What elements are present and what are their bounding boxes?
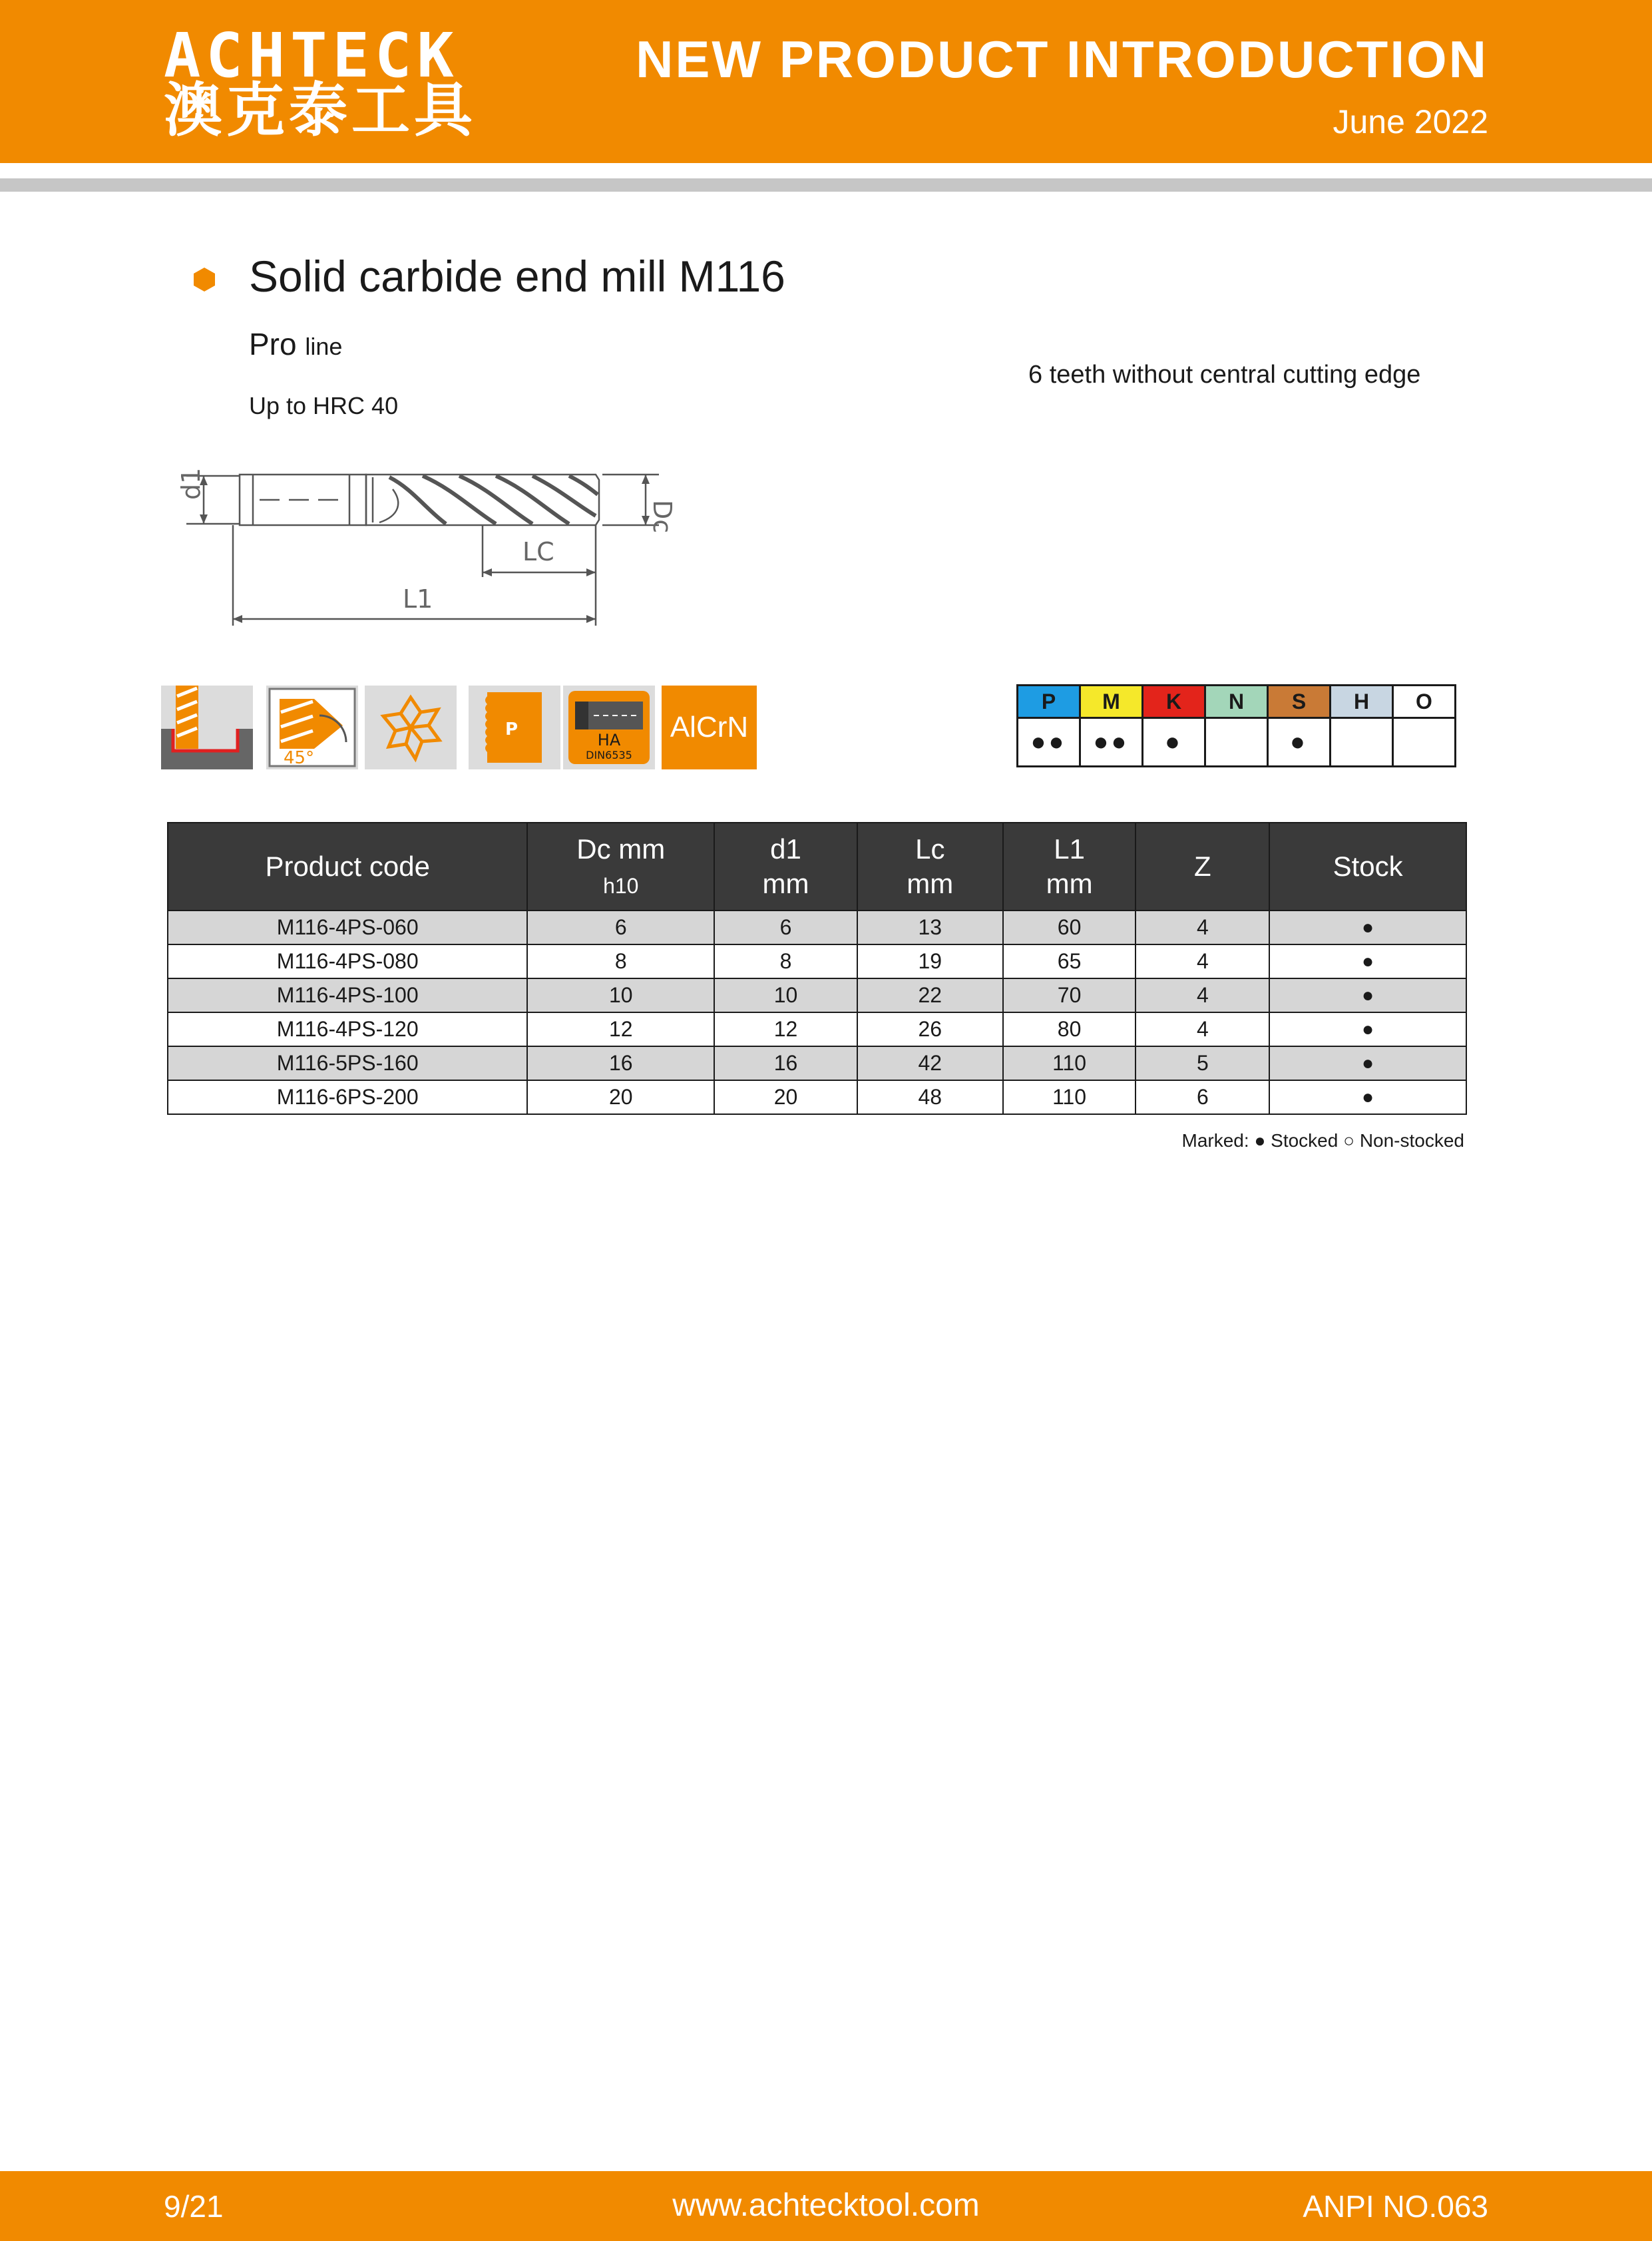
- cell-stock: ●: [1269, 1046, 1466, 1080]
- cell-dc: 20: [527, 1080, 714, 1114]
- cell-dc: 12: [527, 1012, 714, 1046]
- rating-n: [1205, 718, 1268, 767]
- material-header-row: [1018, 686, 1456, 718]
- cell-l1: 70: [1003, 978, 1136, 1012]
- cell-lc: 48: [857, 1080, 1003, 1114]
- cell-stock: ●: [1269, 1080, 1466, 1114]
- cell-stock: ●: [1269, 1012, 1466, 1046]
- table-row: [168, 944, 1466, 978]
- nonstocked-circle-icon: ○: [1343, 1130, 1355, 1151]
- header-dc: [527, 823, 714, 911]
- material-p: P: [1018, 686, 1080, 718]
- header-lc-unit: mm: [907, 868, 954, 899]
- angle-label: 45°: [284, 748, 315, 768]
- cell-d1: 8: [714, 944, 857, 978]
- header-l1: [1003, 823, 1136, 911]
- cell-l1: 110: [1003, 1080, 1136, 1114]
- ha-label: HA: [597, 731, 621, 749]
- cell-dc: 16: [527, 1046, 714, 1080]
- table-header-row: [168, 823, 1466, 911]
- hexagon-bullet-icon: [194, 268, 215, 292]
- logo-chinese: 澳克泰工具: [164, 77, 477, 143]
- cell-code: M116-5PS-160: [168, 1046, 527, 1080]
- table-row: [168, 911, 1466, 944]
- material-k: K: [1143, 686, 1205, 718]
- cell-z: 5: [1136, 1046, 1269, 1080]
- material-m: M: [1080, 686, 1143, 718]
- cell-dc: 10: [527, 978, 714, 1012]
- material-h: H: [1331, 686, 1393, 718]
- cell-stock: ●: [1269, 911, 1466, 944]
- cell-code: M116-4PS-120: [168, 1012, 527, 1046]
- header-dc-text: Dc mm: [576, 833, 666, 865]
- teeth-note: 6 teeth without central cutting edge: [1028, 361, 1421, 389]
- cell-lc: 22: [857, 978, 1003, 1012]
- cell-stock: ●: [1269, 944, 1466, 978]
- cell-code: M116-4PS-060: [168, 911, 527, 944]
- logo-english: ACHTECK: [164, 20, 459, 91]
- rating-s: ●: [1268, 718, 1331, 767]
- legend-marked: Marked:: [1181, 1130, 1249, 1151]
- slotting-application-icon: [161, 686, 253, 769]
- header-stock-text: Stock: [1333, 850, 1403, 882]
- anpi-number: ANPI NO.063: [1303, 2189, 1488, 2224]
- product-table: [167, 822, 1467, 1115]
- header-l1-text: L1: [1054, 833, 1085, 865]
- rating-h: [1331, 718, 1393, 767]
- header-l1-unit: mm: [1046, 868, 1093, 899]
- cell-dc: 8: [527, 944, 714, 978]
- header-lc: [857, 823, 1003, 911]
- legend-nonstocked: Non-stocked: [1359, 1130, 1464, 1151]
- rating-m: ●●: [1080, 718, 1143, 767]
- cell-stock: ●: [1269, 978, 1466, 1012]
- product-title: Solid carbide end mill M116: [249, 252, 785, 301]
- label-l1: L1: [403, 584, 433, 614]
- material-rating-row: [1018, 718, 1456, 767]
- table-row: [168, 1012, 1466, 1046]
- header-dc-tolerance: h10: [603, 874, 639, 898]
- cell-lc: 26: [857, 1012, 1003, 1046]
- shank-ha-din6535-icon: [563, 686, 655, 769]
- stock-legend: [1182, 1131, 1464, 1150]
- cell-d1: 6: [714, 911, 857, 944]
- end-mill-drawing: [160, 463, 677, 636]
- header-title: NEW PRODUCT INTRODUCTION: [636, 30, 1488, 89]
- header-lc-text: Lc: [915, 833, 945, 865]
- cell-d1: 20: [714, 1080, 857, 1114]
- material-suitability-table: [1016, 684, 1456, 767]
- header-d1-unit: mm: [762, 868, 809, 899]
- cell-l1: 65: [1003, 944, 1136, 978]
- header-d1: [714, 823, 857, 911]
- material-s: S: [1268, 686, 1331, 718]
- cell-lc: 13: [857, 911, 1003, 944]
- page-number: 9/21: [164, 2189, 224, 2224]
- product-line-sub: line: [305, 333, 343, 360]
- header-product-code: [168, 823, 527, 911]
- cell-z: 4: [1136, 911, 1269, 944]
- rating-k: ●: [1143, 718, 1205, 767]
- rating-o: [1393, 718, 1456, 767]
- website-link[interactable]: www.achtecktool.com: [672, 2188, 980, 2223]
- header-d1-text: d1: [770, 833, 801, 865]
- hardness-note: Up to HRC 40: [249, 392, 399, 419]
- label-d1: d1: [176, 467, 206, 500]
- ramping-45-degree-icon: [266, 686, 358, 769]
- cell-z: 4: [1136, 978, 1269, 1012]
- cell-d1: 16: [714, 1046, 857, 1080]
- cell-l1: 60: [1003, 911, 1136, 944]
- cell-z: 6: [1136, 1080, 1269, 1114]
- flute-cross-section-icon: [365, 686, 457, 769]
- din-label: DIN6535: [586, 749, 632, 761]
- cell-z: 4: [1136, 1012, 1269, 1046]
- cell-l1: 80: [1003, 1012, 1136, 1046]
- product-line: [249, 329, 342, 359]
- cell-lc: 42: [857, 1046, 1003, 1080]
- cell-code: M116-4PS-080: [168, 944, 527, 978]
- legend-stocked: Stocked: [1271, 1130, 1339, 1151]
- coating-alcrn-badge: AlCrN: [662, 686, 757, 769]
- header-z-text: Z: [1194, 850, 1211, 882]
- header-date: June 2022: [1333, 103, 1488, 140]
- rating-p: ●●: [1018, 718, 1080, 767]
- cell-dc: 6: [527, 911, 714, 944]
- material-o: O: [1393, 686, 1456, 718]
- cell-z: 4: [1136, 944, 1269, 978]
- p-label: P: [505, 719, 518, 739]
- table-row: [168, 1046, 1466, 1080]
- product-line-main: Pro: [249, 327, 297, 361]
- header-z: [1136, 823, 1269, 911]
- material-n: N: [1205, 686, 1268, 718]
- header-product-code-text: Product code: [265, 850, 430, 882]
- cell-l1: 110: [1003, 1046, 1136, 1080]
- cell-d1: 10: [714, 978, 857, 1012]
- table-row: [168, 978, 1466, 1012]
- profile-p-icon: [469, 686, 560, 769]
- cell-code: M116-4PS-100: [168, 978, 527, 1012]
- header-divider: [0, 178, 1652, 192]
- cell-lc: 19: [857, 944, 1003, 978]
- header-stock: [1269, 823, 1466, 911]
- label-dc: Dc: [648, 500, 677, 534]
- cell-d1: 12: [714, 1012, 857, 1046]
- label-lc: LC: [522, 537, 554, 566]
- table-row: [168, 1080, 1466, 1114]
- stocked-dot-icon: ●: [1254, 1130, 1266, 1151]
- cell-code: M116-6PS-200: [168, 1080, 527, 1114]
